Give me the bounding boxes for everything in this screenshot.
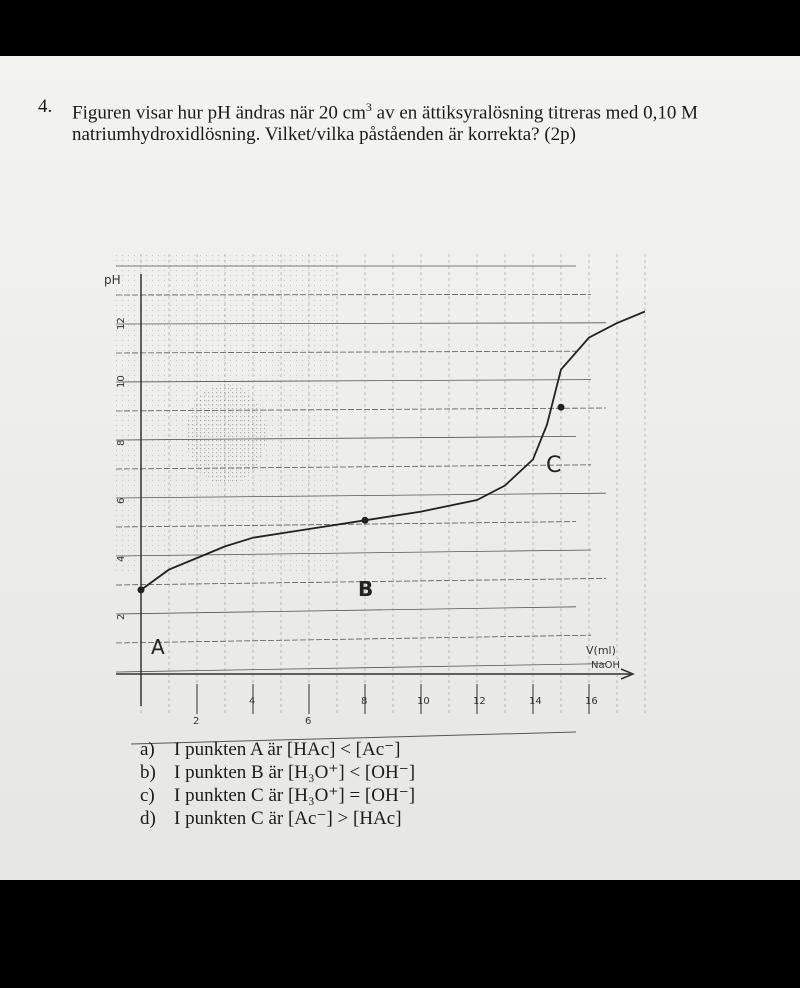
x-tick-label: 4 xyxy=(249,696,256,707)
grid-line-h xyxy=(116,607,576,614)
answer-c xyxy=(140,784,415,807)
y-tick-label: 4 xyxy=(116,555,127,562)
y-tick-label: 10 xyxy=(116,375,127,388)
x-tick-label: 6 xyxy=(305,716,312,727)
grid-line-h xyxy=(116,664,606,672)
point-marker-c xyxy=(558,404,565,411)
answer-a xyxy=(140,738,415,761)
question-text xyxy=(72,96,772,146)
y-axis-label: pH xyxy=(104,273,121,287)
answer-text: I punkten A är [HAc] < [Ac⁻] xyxy=(174,739,401,760)
answer-letter: d) xyxy=(140,808,156,829)
x-tick-label: 16 xyxy=(585,696,598,707)
x-tick-label: 10 xyxy=(417,696,430,707)
y-tick-label: 6 xyxy=(116,497,127,504)
question-text-part-1: Figuren visar hur pH ändras när 20 cm xyxy=(72,102,366,124)
point-marker-a xyxy=(138,586,145,593)
halftone-blot xyxy=(186,384,266,484)
point-b-label: B xyxy=(358,577,374,601)
y-tick-label: 12 xyxy=(116,317,127,330)
exam-paper xyxy=(0,56,800,880)
answer-letter: a) xyxy=(140,739,155,760)
grid-line-h xyxy=(116,635,591,643)
x-axis-label-volume: V(ml) xyxy=(586,644,616,657)
answer-options xyxy=(140,738,415,830)
x-tick-label: 8 xyxy=(361,696,368,707)
point-a-label: A xyxy=(151,635,165,659)
x-tick-label: 12 xyxy=(473,696,486,707)
x-axis-label-naoh: NaOH xyxy=(591,660,620,671)
answer-letter: c) xyxy=(140,785,155,806)
question-points: (2p) xyxy=(544,124,576,146)
question-text-part-2: av en ättiksyralösning titreras med 0,10 M natriumhydroxidlösning. Vilket/vilka påståenden är korrekta? xyxy=(72,102,699,146)
question-text-superscript: 3 xyxy=(365,100,372,114)
answer-text: I punkten B är [H₃O⁺] < [OH⁻] xyxy=(174,762,416,783)
answer-d xyxy=(140,807,415,830)
point-marker-b xyxy=(362,517,369,524)
x-tick-label: 2 xyxy=(193,716,200,727)
answer-text: I punkten C är [Ac⁻] > [HAc] xyxy=(174,808,402,829)
y-tick-label: 8 xyxy=(116,439,127,446)
titration-figure xyxy=(96,184,656,727)
answer-letter: b) xyxy=(140,762,156,783)
point-c-label: C xyxy=(546,453,562,478)
x-ticks xyxy=(193,684,598,727)
x-tick-label: 14 xyxy=(529,696,542,707)
answer-text: I punkten C är [H₃O⁺] = [OH⁻] xyxy=(174,785,416,806)
y-tick-label: 2 xyxy=(116,613,127,620)
question-number: 4. xyxy=(38,96,53,117)
answer-b xyxy=(140,761,415,784)
